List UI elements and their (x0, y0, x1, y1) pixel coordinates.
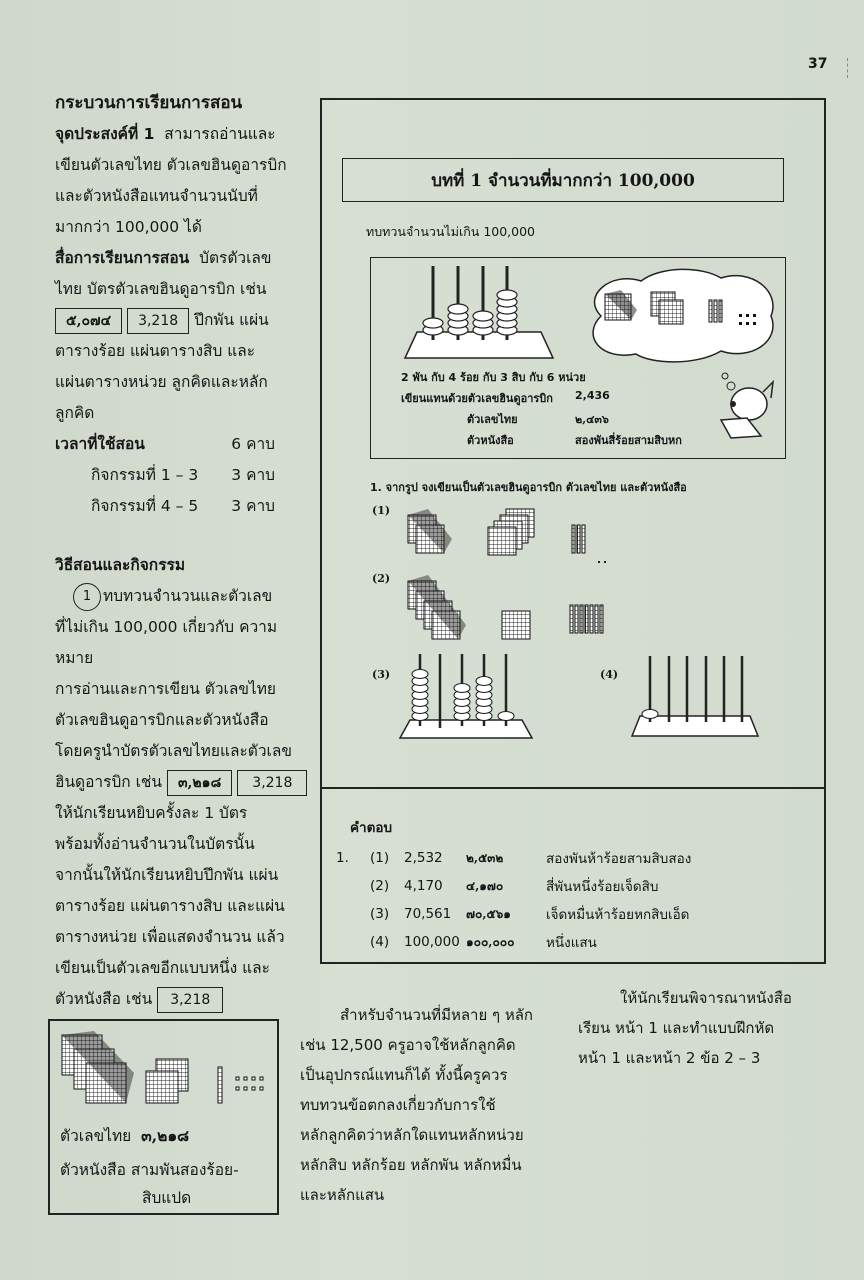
time-row: เวลาที่ใช้สอน 6 คาบ (55, 435, 275, 453)
method-line: ให้นักเรียนหยิบครั้งละ 1 บัตร (55, 804, 248, 822)
base-ten-blocks-icon (58, 1029, 268, 1109)
objective-line: และตัวหนังสือแทนจำนวนนับที่ (55, 187, 258, 205)
method-line: เขียนเป็นตัวเลขอีกแบบหนึ่ง และ (55, 959, 270, 977)
abacus-note-paragraph: สำหรับจำนวนที่มีหลาย ๆ หลัก เช่น 12,500 ครูอาจใช้หลักลูกคิด เป็นอุปกรณ์แทนก็ได้ ทั้งนี้ครูควร ทบทวนข้อตกลงเกี่ยวกับการใช้ หลักลูกคิดว่าหลักใดแทนหลักหน่วย หลักสิบ หลักร้อย หลักพัน หลักหมื่น และหลักแสน (300, 1006, 534, 1204)
abacus-icon (403, 262, 553, 362)
textbook-excerpt-frame (320, 98, 826, 964)
method-step: 1 ทบทวนจำนวนและตัวเลข (55, 581, 295, 612)
activity-row: กิจกรรมที่ 4 – 5 3 คาบ (91, 497, 275, 515)
item-label: (4) (600, 668, 619, 681)
media-line: ไทย บัตรตัวเลขฮินดูอารบิก เช่น (55, 280, 267, 298)
abacus-item-3-icon (398, 650, 538, 745)
media-line: ลูกคิด (55, 404, 95, 422)
example-card-box (48, 1019, 279, 1215)
media-line: ตารางร้อย แผ่นตารางสิบ และ (55, 342, 256, 360)
thai-label: ตัวเลขไทย (467, 413, 518, 426)
method-line: พร้อมทั้งอ่านจำนวนในบัตรนั้น (55, 835, 255, 853)
item-label: (3) (372, 668, 391, 681)
method-line: การอ่านและการเขียน ตัวเลขไทย (55, 680, 277, 698)
method-line: จากนั้นให้นักเรียนหยิบปึกพัน แผ่น (55, 866, 279, 884)
section-heading: กระบวนการเรียนการสอน (55, 93, 243, 113)
words-line-cont: สิบแปด (142, 1189, 192, 1207)
media-line: แผ่นตารางหน่วย ลูกคิดและหลัก (55, 373, 268, 391)
method-line: ตัวเลขฮินดูอารบิกและตัวหนังสือ (55, 711, 269, 729)
abacus-item-4-icon (632, 652, 762, 740)
media: สื่อการเรียนการสอน บัตรตัวเลข (55, 249, 272, 267)
review-heading: ทบทวนจำนวนไม่เกิน 100,000 (366, 224, 536, 239)
activity-row: กิจกรรมที่ 1 – 3 3 คาบ (91, 466, 275, 484)
answer-row: (2) 4,170 ๔,๑๗๐ สี่พันหนึ่งร้อยเจ็ดสิบ (370, 878, 659, 895)
item-label: (1) (372, 504, 391, 517)
thai-value: ๒,๔๓๖ (575, 413, 609, 426)
answers-divider (322, 787, 824, 789)
objective-line: มากกว่า 100,000 ได้ (55, 218, 202, 236)
answer-row: 1. (1) 2,532 ๒,๕๓๒ สองพันห้าร้อยสามสิบสอง (336, 850, 692, 867)
method-line: โดยครูนำบัตรตัวเลขไทยและตัวเลข (55, 742, 292, 760)
method-line: ตารางร้อย แผ่นตารางสิบ และแผ่น (55, 897, 285, 915)
words-line: ตัวหนังสือ สามพันสองร้อย- (60, 1161, 239, 1179)
method-line: ตารางหน่วย เพื่อแสดงจำนวน แล้ว (55, 928, 285, 946)
squirrel-cartoon-icon (701, 366, 781, 446)
page-number: 37 (808, 56, 828, 72)
objective: จุดประสงค์ที่ 1 สามารถอ่านและ (55, 125, 276, 143)
thai-number-card: ๕,๐๗๔ (55, 308, 122, 334)
method-heading: วิธีสอนและกิจกรรม (55, 556, 186, 574)
thai-number-card: ๓,๒๑๘ (167, 770, 232, 796)
exercise-question: 1. จากรูป จงเขียนเป็นตัวเลขฮินดูอารบิก ตัวเลขไทย และตัวหนังสือ (370, 481, 687, 494)
chapter-title: บทที่ 1 จำนวนที่มากกว่า 100,000 (342, 158, 784, 202)
thai-numeral-line: ตัวเลขไทย ๓,๒๑๘ (60, 1126, 190, 1145)
teacher-guide-column (55, 88, 295, 1015)
item-label: (2) (372, 572, 391, 585)
arabic-value: 2,436 (575, 389, 610, 402)
place-value-line: 2 พัน กับ 4 ร้อย กับ 3 สิบ กับ 6 หน่วย (401, 371, 586, 384)
answer-row: (3) 70,561 ๗๐,๕๖๑ เจ็ดหมื่นห้าร้อยหกสิบเอ็ด (370, 906, 690, 923)
blocks-item-2-icon (402, 575, 622, 655)
objective-line: เขียนตัวเลขไทย ตัวเลขฮินดูอารบิก (55, 156, 287, 174)
blocks-item-1-icon (402, 505, 622, 565)
answers-heading: คำตอบ (350, 820, 393, 836)
text-card: 3,218 (157, 987, 223, 1013)
answer-row: (4) 100,000 ๑๐๐,๐๐๐ หนึ่งแสน (370, 934, 597, 951)
scan-mark (847, 58, 849, 78)
media-cards: ๕,๐๗๔ 3,218 ปึกพัน แผ่น (55, 305, 295, 336)
method-line: ตัวหนังสือ เช่น 3,218 (55, 984, 295, 1015)
method-line: ฮินดูอารบิก เช่น ๓,๒๑๘ 3,218 (55, 767, 295, 798)
thought-cloud-icon (581, 266, 781, 366)
arabic-number-card: 3,218 (127, 308, 189, 334)
method-line: ที่ไม่เกิน 100,000 เกี่ยวกับ ความหมาย (55, 618, 278, 667)
words-value: สองพันสี่ร้อยสามสิบหก (575, 434, 682, 447)
arabic-label: เขียนแทนด้วยตัวเลขฮินดูอารบิก (401, 392, 553, 405)
homework-paragraph: ให้นักเรียนพิจารณาหนังสือ เรียน หน้า 1 และทำแบบฝึกหัด หน้า 1 และหน้า 2 ข้อ 2 – 3 (578, 989, 792, 1067)
answers-section (336, 816, 691, 956)
arabic-number-card: 3,218 (237, 770, 307, 796)
words-label: ตัวหนังสือ (467, 434, 514, 447)
review-illustration (370, 257, 786, 459)
step-number-circle: 1 (73, 583, 101, 611)
